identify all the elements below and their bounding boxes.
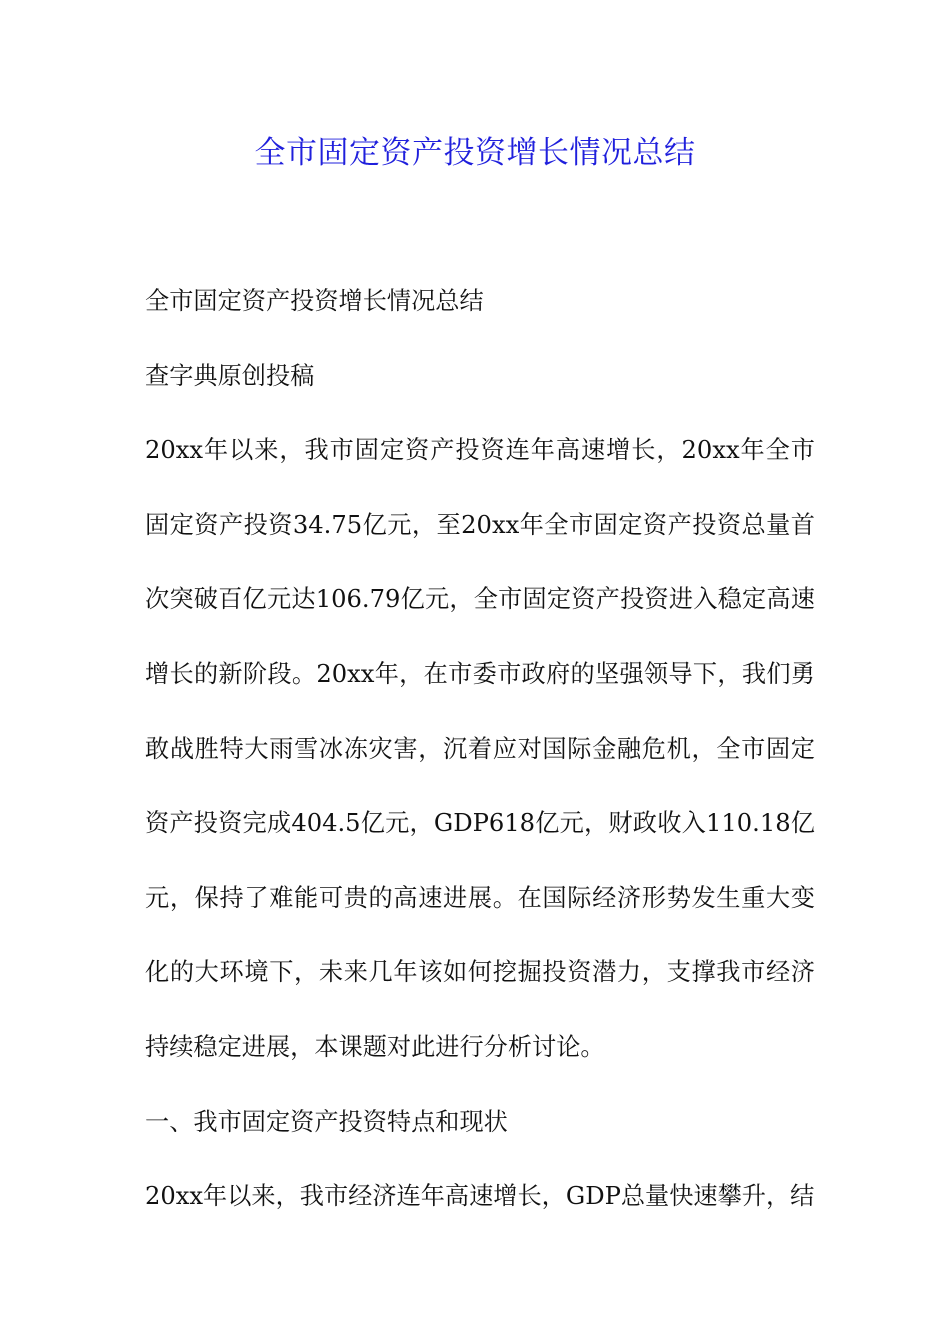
paragraph-intro: 20xx年以来，我市固定资产投资连年高速增长，20xx年全市固定资产投资34.75亿元，至20xx年全市固定资产投资总量首次突破百亿元达106.79亿元，全市固定资产投资进入稳定高速增长的新阶段。20xx年，在市委市政府的坚强领导下，我们勇敢战胜特大雨雪冰冻灾害，沉着应对国际金融危机，全市固定资产投资完成404.5亿元，GDP618亿元，财政收入110.18亿元，保持了难能可贵的高速进展。在国际经济形势发生重大变化的大环境下，未来几年该如何挖掘投资潜力，支撑我市经济持续稳定进展，本课题对此进行分析讨论。 [145,436,815,1061]
section-heading: 一、我市固定资产投资特点和现状 [145,1107,508,1136]
paragraph-section-body: 20xx年以来，我市经济连年高速增长，GDP总量快速攀升，结 [145,1182,815,1211]
paragraph-source: 查字典原创投稿 [145,361,315,390]
paragraph-subtitle: 全市固定资产投资增长情况总结 [145,287,484,315]
document-title: 全市固定资产投资增长情况总结 [254,135,696,171]
document-body [145,264,815,1234]
